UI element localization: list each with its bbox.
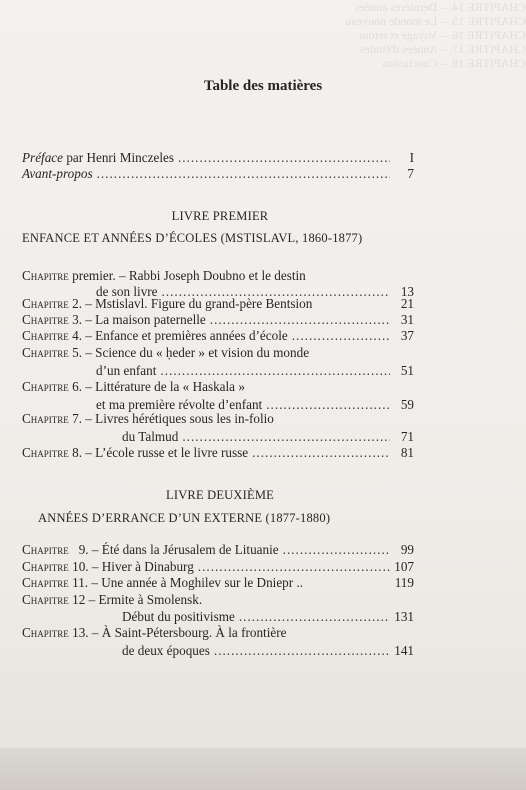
chapter-title-continued: de son livre	[96, 284, 158, 299]
chapter-title: 13. – À Saint-Pétersbourg. À la frontière	[72, 625, 287, 640]
dot-leader	[210, 312, 390, 328]
chapter-word: Chapitre	[22, 345, 69, 360]
dot-leader	[214, 643, 390, 659]
chapter-title: 3. – La maison paternelle	[72, 312, 206, 327]
chapter-word: Chapitre	[22, 328, 69, 343]
chapter-word: Chapitre	[22, 625, 69, 640]
chapter-title-continued: d’un enfant	[96, 363, 157, 378]
chapter-word: Chapitre	[22, 296, 69, 311]
toc-entry-chapter	[22, 625, 414, 659]
chapter-title: 4. – Enfance et premières années d’école	[72, 328, 288, 343]
toc-entry-chapter	[22, 575, 414, 591]
dot-leader	[182, 429, 390, 445]
page-number: 131	[394, 609, 414, 624]
toc-entry-chapter	[22, 312, 414, 328]
show-through-text: CHAPITRE 14. – Dernières années CHAPITRE 15. – Le monde nouveau CHAPITRE 16. – Voyage et retour CHAPITRE 17. – Années d'études CHAPITRE 18. – Conclusion	[345, 0, 526, 70]
dot-leader	[283, 542, 390, 558]
dot-leader	[198, 559, 390, 575]
page-number: 141	[394, 643, 414, 658]
page-number: 59	[400, 397, 414, 412]
chapter-word: Chapitre	[22, 559, 69, 574]
toc-entry-chapter	[22, 296, 414, 312]
toc-entry-chapter	[22, 345, 414, 379]
page-number: 51	[400, 363, 414, 378]
dot-leader	[292, 328, 390, 344]
chapter-title: 2. – Mstislavl. Figure du grand-père Bentsion	[72, 296, 313, 311]
entry-label: Préface	[22, 150, 64, 165]
chapter-title-continued: Début du positivisme	[122, 609, 235, 624]
book-heading: ANNÉES D’ERRANCE D’UN EXTERNE (1877-1880)	[38, 511, 331, 525]
toc-entry-chapter	[22, 559, 414, 575]
chapter-title-continued: du Talmud	[122, 429, 179, 444]
dot-leader	[178, 150, 390, 166]
dot-leader	[97, 166, 390, 182]
book-heading: ENFANCE ET ANNÉES D’ÉCOLES (MSTISLAVL, 1860-1877)	[22, 231, 363, 245]
dot-leader	[239, 609, 390, 625]
dot-leader	[160, 363, 390, 379]
chapter-word: Chapitre	[22, 575, 69, 590]
chapter-title-continued: et ma première révolte d’enfant	[96, 397, 263, 412]
entry-text: par Henri Minczeles	[63, 150, 174, 165]
toc-entry-preface	[22, 150, 414, 166]
page-number: 7	[407, 166, 414, 181]
toc-entry-chapter	[22, 592, 414, 625]
chapter-word: Chapitre	[22, 542, 69, 557]
chapter-word: Chapitre	[22, 445, 69, 460]
chapter-title: 10. – Hiver à Dinaburg	[72, 559, 194, 574]
page-number: I	[409, 150, 414, 165]
dot-leader	[252, 445, 390, 461]
chapter-title: 7. – Livres hérétiques sous les in-folio	[72, 411, 274, 426]
page-number: 119	[394, 575, 414, 590]
chapter-title: 12 – Ermite à Smolensk.	[72, 592, 203, 607]
chapter-title: 11. – Une année à Moghilev sur le Dniepr ..	[72, 575, 304, 590]
chapter-title-continued: de deux époques	[122, 643, 210, 658]
page-number: 37	[400, 328, 414, 343]
toc-entry-chapter	[22, 379, 414, 413]
book-label: LIVRE PREMIER	[171, 209, 269, 223]
page-title: Table des matières	[203, 78, 323, 94]
toc-entry-avant-propos	[22, 166, 414, 182]
chapter-title: 5. – Science du « ḥeder » et vision du monde	[72, 345, 310, 360]
toc-entry-chapter	[22, 328, 414, 344]
chapter-word: Chapitre	[22, 379, 69, 394]
chapter-title: premier. – Rabbi Joseph Doubno et le destin	[72, 268, 306, 283]
page-number: 71	[400, 429, 414, 444]
page-bottom-edge	[0, 748, 526, 790]
book-label: LIVRE DEUXIÈME	[166, 488, 274, 502]
chapter-title: 8. – L’école russe et le livre russe	[72, 445, 249, 460]
toc-entry-chapter	[22, 542, 414, 558]
page-number: 13	[400, 284, 414, 299]
page-number: 31	[400, 312, 414, 327]
toc-entry-chapter	[22, 411, 414, 445]
page-number: 21	[400, 296, 414, 311]
page-number: 99	[400, 542, 414, 557]
toc-entry-chapter	[22, 445, 414, 461]
chapter-title: 6. – Littérature de la « Haskala »	[72, 379, 245, 394]
chapter-word: Chapitre	[22, 312, 69, 327]
entry-label: Avant-propos	[22, 166, 93, 181]
chapter-title: 9. – Été dans la Jérusalem de Lituanie	[78, 542, 279, 557]
page-number: 107	[394, 559, 414, 574]
page-number: 81	[400, 445, 414, 460]
chapter-word: Chapitre	[22, 411, 69, 426]
chapter-word: Chapitre	[22, 268, 69, 283]
chapter-word: Chapitre	[22, 592, 69, 607]
